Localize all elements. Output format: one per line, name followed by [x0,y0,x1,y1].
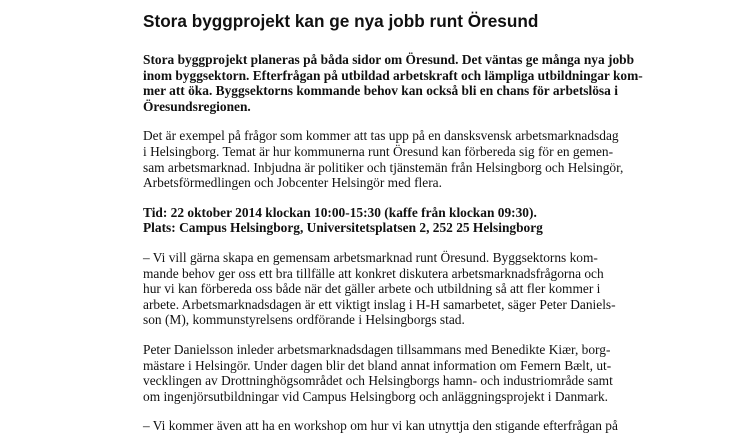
intro-line: Det är exempel på frågor som kommer att tas upp på en dansksvensk arbetsmarknadsdag [143,128,619,144]
quote-paragraph [143,250,643,328]
lead-line: Öresundsregionen. [143,98,251,114]
program-line: om ingenjörsutbildningar vid Campus Helsingborg och anläggningsprojekt i Danmark. [143,388,609,404]
event-time: Tid: 22 oktober 2014 klockan 10:00-15:30 (kaffe från klockan 09:30). [143,204,537,220]
intro-line: Arbetsförmedlingen och Jobcenter Helsingör med flera. [143,175,442,191]
lead-line: Stora byggprojekt planeras på båda sidor om Öresund. Det väntas ge många nya jobb [143,52,635,67]
lead-line: inom byggsektorn. Efterfrågan på utbildad arbetskraft och lämpliga utbildningar kom- [143,67,643,83]
intro-line: sam arbetsmarknad. Inbjudna är politiker och tjänstemän från Helsingborg och Helsingör, [143,159,624,175]
quote-line: – Vi vill gärna skapa en gemensam arbetsmarknad runt Öresund. Byggsektorns kom- [143,249,598,265]
program-paragraph [143,342,643,404]
program-line: vecklingen av Drottninghögsområdet och Helsingborgs hamn- och industriområde samt [143,373,613,389]
program-line: Peter Danielsson inleder arbetsmarknadsdagen tillsammans med Benedikte Kiær, borg- [143,341,611,357]
quote-line: mande behov ger oss ett bra tillfälle att konkret diskutera arbetsmarknadsfrågorna och [143,265,604,281]
document-title: Stora byggprojekt kan ge nya jobb runt Öresund [143,11,539,31]
event-details [143,205,643,236]
program-line: mästare i Helsingör. Under dagen blir det bland annat information om Femern Bælt, ut- [143,357,612,373]
workshop-line: – Vi kommer även att ha en workshop om hur vi kan utnyttja den stigande efterfrågan på [143,418,618,434]
document-page [143,10,643,448]
quote-line: arbete. Arbetsmarknadsdagen är ett viktigt inslag i H-H samarbetet, säger Peter Daniels- [143,296,616,312]
quote-line: hur vi kan förbereda oss både när det gäller arbete och utbildning så att fler kommer i [143,281,601,297]
quote-line: son (M), kommunstyrelsens ordförande i Helsingborgs stad. [143,312,465,328]
intro-line: i Helsingborg. Temat är hur kommunerna runt Öresund kan förbereda sig för en gemen- [143,143,614,159]
lead-paragraph [143,52,643,114]
intro-paragraph [143,128,643,190]
lead-line: mer att öka. Byggsektorns kommande behov kan också bli en chans för arbetslösa i [143,83,618,99]
event-place: Plats: Campus Helsingborg, Universitetsplatsen 2, 252 25 Helsingborg [143,220,543,236]
workshop-paragraph [143,418,643,434]
